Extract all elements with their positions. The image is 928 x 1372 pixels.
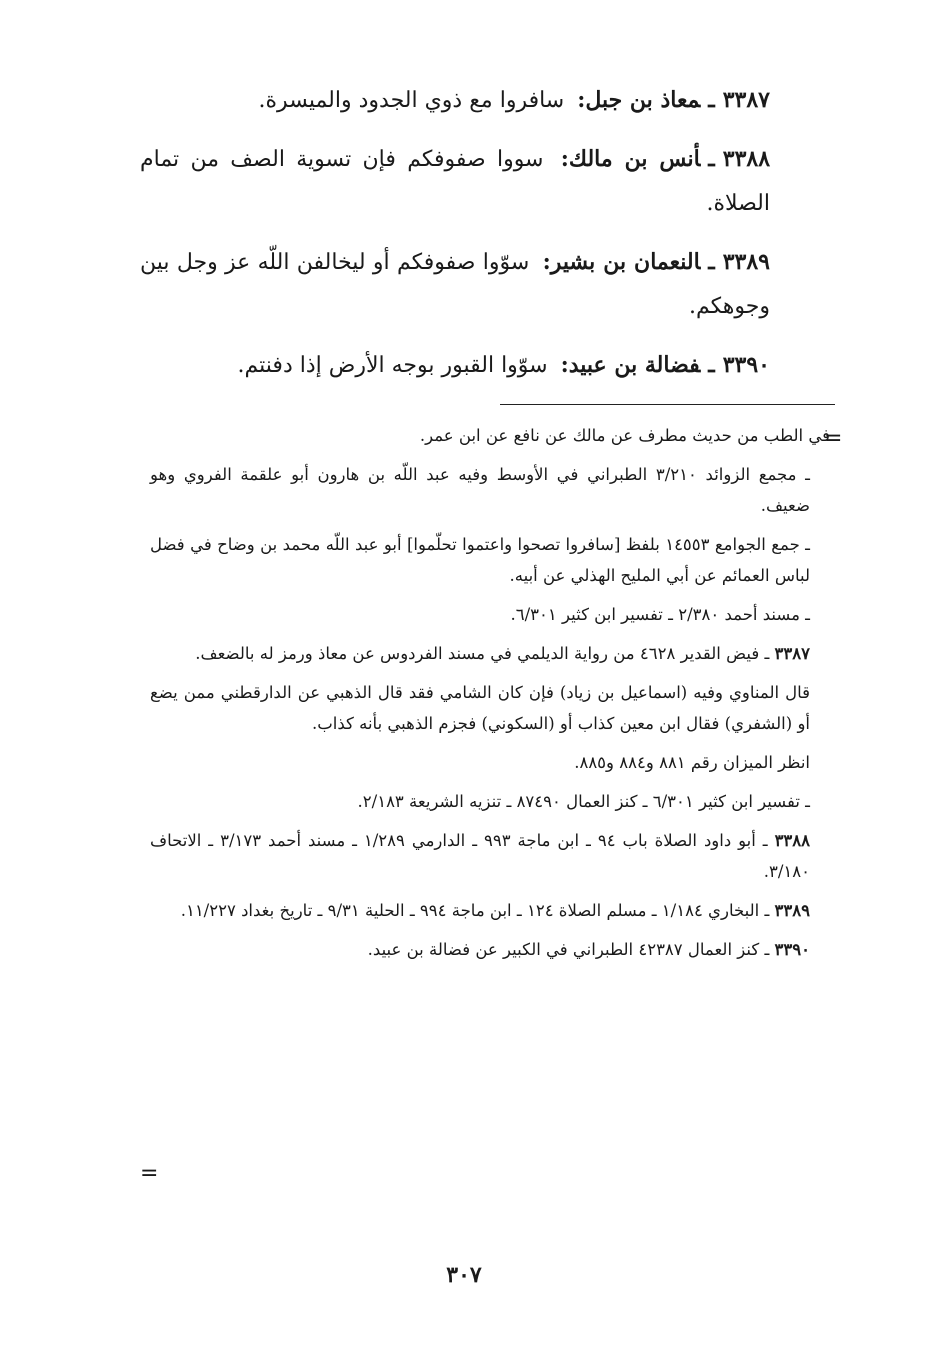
continuation-mark-end: =	[140, 1161, 159, 1186]
footnote-text: ـ فيض القدير ٤٦٢٨ من رواية الديلمي في مسند الفردوس عن معاذ ورمز له بالضعف.	[195, 644, 770, 663]
footnote-line	[150, 786, 830, 817]
hadith-narrator: فضالة بن عبيد:	[560, 352, 701, 378]
hadith-number: ٣٣٨٩	[722, 249, 770, 275]
hadith-number: ٣٣٨٧	[722, 87, 770, 113]
footnote-text: ـ مجمع الزوائد ٣/٢١٠ الطبراني في الأوسط وفيه عبد اللّه بن هارون أبو علقمة الفروي وهو ضعيف.	[150, 465, 810, 515]
footnote-line	[150, 638, 830, 669]
footnote-line	[150, 747, 830, 778]
hadith-entries	[140, 78, 770, 402]
footnote-separator-rule	[500, 404, 835, 405]
footnote-line	[150, 825, 830, 887]
footnote-text: ـ تفسير ابن كثير ٦/٣٠١ ـ كنز العمال ٨٧٤٩٠ ـ تنزيه الشريعة ٢/١٨٣.	[357, 792, 810, 811]
footnotes-section	[150, 420, 830, 973]
footnote-text: ـ أبو داود الصلاة باب ٩٤ ـ ابن ماجة ٩٩٣ ـ الدارمي ١/٢٨٩ ـ مسند أحمد ٣/١٧٣ ـ الاتحاف ٣/١٨٠.	[150, 831, 810, 881]
footnote-text: قال المناوي وفيه (اسماعيل بن زياد) فإن كان الشامي فقد قال الذهبي عن الدارقطني ممن يضع أو (الشفري) فقال ابن معين كذاب أو (السكوني) فجزم الذهبي بأنه كذاب.	[150, 683, 810, 733]
hadith-dash: ـ	[708, 87, 715, 113]
footnote-text: ـ البخاري ١/١٨٤ ـ مسلم الصلاة ١٢٤ ـ ابن ماجة ٩٩٤ ـ الحلية ٩/٣١ ـ تاريخ بغداد ١١/٢٢٧.	[180, 901, 770, 920]
hadith-text: سافروا مع ذوي الجدود والميسرة.	[258, 88, 565, 113]
footnote-text: ـ مسند أحمد ٢/٣٨٠ ـ تفسير ابن كثير ٦/٣٠١.	[510, 605, 810, 624]
footnote-text: ـ كنز العمال ٤٢٣٨٧ الطبراني في الكبير عن فضالة بن عبيد.	[367, 940, 770, 959]
footnote-ref-number: ٣٣٩٠	[774, 940, 810, 959]
footnote-line	[150, 420, 830, 451]
footnote-text: ـ جمع الجوامع ١٤٥٥٣ بلفظ [سافروا تصحوا واعتموا تحلّموا] أبو عبد اللّه محمد بن وضاح في فضل لباس العمائم عن أبي المليح الهذلي عن أبيه.	[150, 535, 810, 585]
footnote-line	[150, 934, 830, 965]
hadith-dash: ـ	[708, 146, 715, 172]
footnote-text: انظر الميزان رقم ٨٨١ و٨٨٤ و٨٨٥.	[574, 753, 810, 772]
hadith-text: سوّوا القبور بوجه الأرض إذا دفنتم.	[237, 353, 548, 378]
hadith-entry	[140, 137, 770, 226]
continuation-mark: =	[824, 426, 843, 451]
footnote-ref-number: ٣٣٨٩	[774, 901, 810, 920]
hadith-entry	[140, 78, 770, 123]
hadith-number: ٣٣٩٠	[722, 352, 770, 378]
hadith-entry	[140, 343, 770, 388]
page-number: ٣٠٧	[446, 1262, 482, 1288]
hadith-narrator: معاذ بن جبل:	[577, 87, 701, 113]
footnote-line	[150, 677, 830, 739]
hadith-entry	[140, 240, 770, 329]
hadith-text: سوّوا صفوفكم أو ليخالفن اللّه عز وجل بين وجوهكم.	[140, 250, 770, 319]
hadith-dash: ـ	[708, 249, 715, 275]
footnote-line	[150, 599, 830, 630]
hadith-narrator: النعمان بن بشير:	[542, 249, 701, 275]
hadith-narrator: أنس بن مالك:	[560, 146, 701, 172]
footnote-text: في الطب من حديث مطرف عن مالك عن نافع عن ابن عمر.	[419, 426, 830, 445]
hadith-text: سووا صفوفكم فإن تسوية الصف من تمام الصلاة.	[140, 147, 770, 216]
footnote-ref-number: ٣٣٨٧	[774, 644, 810, 663]
footnote-ref-number: ٣٣٨٨	[774, 831, 811, 850]
footnote-line	[150, 895, 830, 926]
footnote-line	[150, 459, 830, 521]
footnote-line	[150, 529, 830, 591]
hadith-dash: ـ	[708, 352, 715, 378]
hadith-number: ٣٣٨٨	[722, 146, 771, 172]
